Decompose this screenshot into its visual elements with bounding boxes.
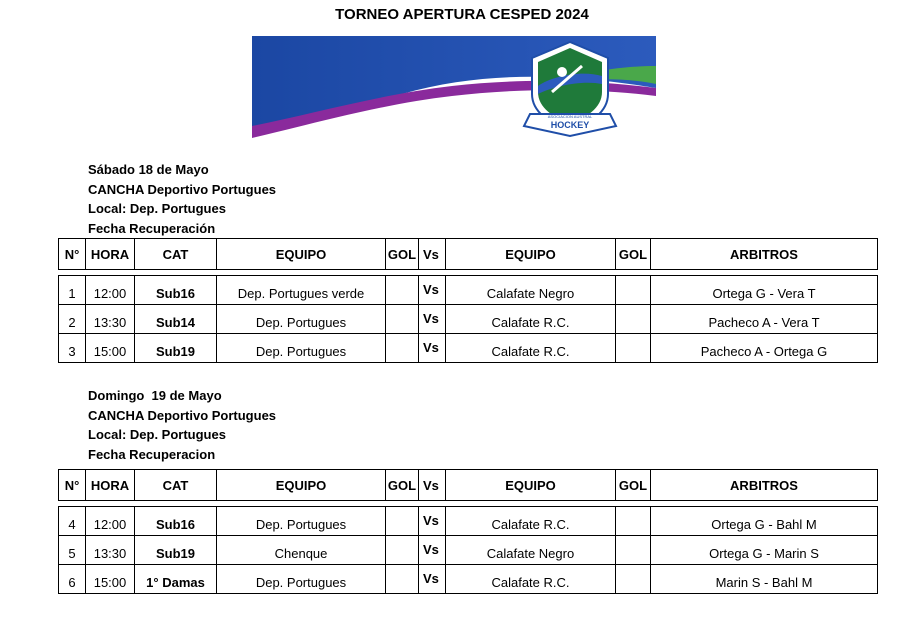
match-time: 12:00 [86, 507, 135, 536]
col-header: CAT [135, 239, 217, 270]
table-row [59, 536, 878, 565]
away-goals [616, 276, 651, 305]
vs-label: Vs [419, 536, 446, 565]
table-header-row [59, 470, 878, 501]
away-goals [616, 334, 651, 363]
fixture-table-1 [58, 238, 878, 363]
match-category: Sub14 [135, 305, 217, 334]
away-team: Calafate R.C. [446, 334, 616, 363]
col-header: EQUIPO [446, 470, 616, 501]
away-goals [616, 565, 651, 594]
col-header: N° [59, 470, 86, 501]
hockey-logo-icon [524, 42, 616, 136]
table-row [59, 507, 878, 536]
home-goals [386, 536, 419, 565]
col-header: EQUIPO [217, 470, 386, 501]
away-goals [616, 507, 651, 536]
col-header: EQUIPO [446, 239, 616, 270]
referees: Ortega G - Bahl M [651, 507, 878, 536]
table-row [59, 305, 878, 334]
local-team: Local: Dep. Portugues [88, 427, 226, 442]
date-note: Fecha Recuperacion [88, 446, 216, 462]
vs-label: Vs [419, 507, 446, 536]
col-header: Vs [419, 239, 446, 270]
match-category: Sub19 [135, 536, 217, 565]
home-team: Dep. Portugues [217, 565, 386, 594]
tournament-banner [252, 36, 656, 148]
table-row [59, 276, 878, 305]
match-number: 5 [59, 536, 86, 565]
vs-label: Vs [419, 276, 446, 305]
col-header: GOL [386, 470, 419, 501]
col-header: ARBITROS [651, 470, 878, 501]
table-row [59, 334, 878, 363]
col-header: GOL [616, 470, 651, 501]
match-day: Domingo 19 de Mayo [88, 388, 222, 403]
home-goals [386, 565, 419, 594]
match-time: 15:00 [86, 565, 135, 594]
col-header: HORA [86, 470, 135, 501]
away-goals [616, 536, 651, 565]
vs-label: Vs [419, 334, 446, 363]
home-team: Dep. Portugues [217, 305, 386, 334]
logo-subtext: ASOCIACION AUSTRAL [547, 114, 593, 119]
referees: Ortega G - Vera T [651, 276, 878, 305]
away-goals [616, 305, 651, 334]
date-note: Fecha Recuperación [88, 220, 216, 236]
col-header: EQUIPO [217, 239, 386, 270]
field-name: CANCHA Deportivo Portugues [88, 407, 277, 423]
match-number: 4 [59, 507, 86, 536]
match-category: Sub19 [135, 334, 217, 363]
local-team: Local: Dep. Portugues [88, 201, 226, 216]
match-category: Sub16 [135, 276, 217, 305]
col-header: GOL [616, 239, 651, 270]
referees: Ortega G - Marin S [651, 536, 878, 565]
home-team: Dep. Portugues verde [217, 276, 386, 305]
home-goals [386, 305, 419, 334]
field-name: CANCHA Deportivo Portugues [88, 181, 277, 197]
away-team: Calafate R.C. [446, 507, 616, 536]
section-2-info [88, 386, 276, 464]
col-header: ARBITROS [651, 239, 878, 270]
vs-label: Vs [419, 305, 446, 334]
table-row [59, 565, 878, 594]
referees: Pacheco A - Vera T [651, 305, 878, 334]
match-number: 2 [59, 305, 86, 334]
col-header: CAT [135, 470, 217, 501]
table-header-row [59, 239, 878, 270]
logo-text: HOCKEY [550, 120, 590, 130]
referees: Marin S - Bahl M [651, 565, 878, 594]
fixture-table-2 [58, 469, 878, 594]
page-title: TORNEO APERTURA CESPED 2024 [335, 6, 589, 23]
match-number: 6 [59, 565, 86, 594]
match-category: 1° Damas [135, 565, 217, 594]
vs-label: Vs [419, 565, 446, 594]
match-time: 12:00 [86, 276, 135, 305]
home-team: Dep. Portugues [217, 507, 386, 536]
away-team: Calafate Negro [446, 276, 616, 305]
away-team: Calafate R.C. [446, 305, 616, 334]
away-team: Calafate Negro [446, 536, 616, 565]
col-header: Vs [419, 470, 446, 501]
match-time: 15:00 [86, 334, 135, 363]
home-team: Chenque [217, 536, 386, 565]
match-day: Sábado 18 de Mayo [88, 162, 209, 177]
match-time: 13:30 [86, 536, 135, 565]
match-time: 13:30 [86, 305, 135, 334]
match-category: Sub16 [135, 507, 217, 536]
home-team: Dep. Portugues [217, 334, 386, 363]
col-header: N° [59, 239, 86, 270]
home-goals [386, 507, 419, 536]
home-goals [386, 334, 419, 363]
match-number: 3 [59, 334, 86, 363]
match-number: 1 [59, 276, 86, 305]
away-team: Calafate R.C. [446, 565, 616, 594]
section-1-info [88, 160, 276, 238]
referees: Pacheco A - Ortega G [651, 334, 878, 363]
home-goals [386, 276, 419, 305]
col-header: HORA [86, 239, 135, 270]
col-header: GOL [386, 239, 419, 270]
